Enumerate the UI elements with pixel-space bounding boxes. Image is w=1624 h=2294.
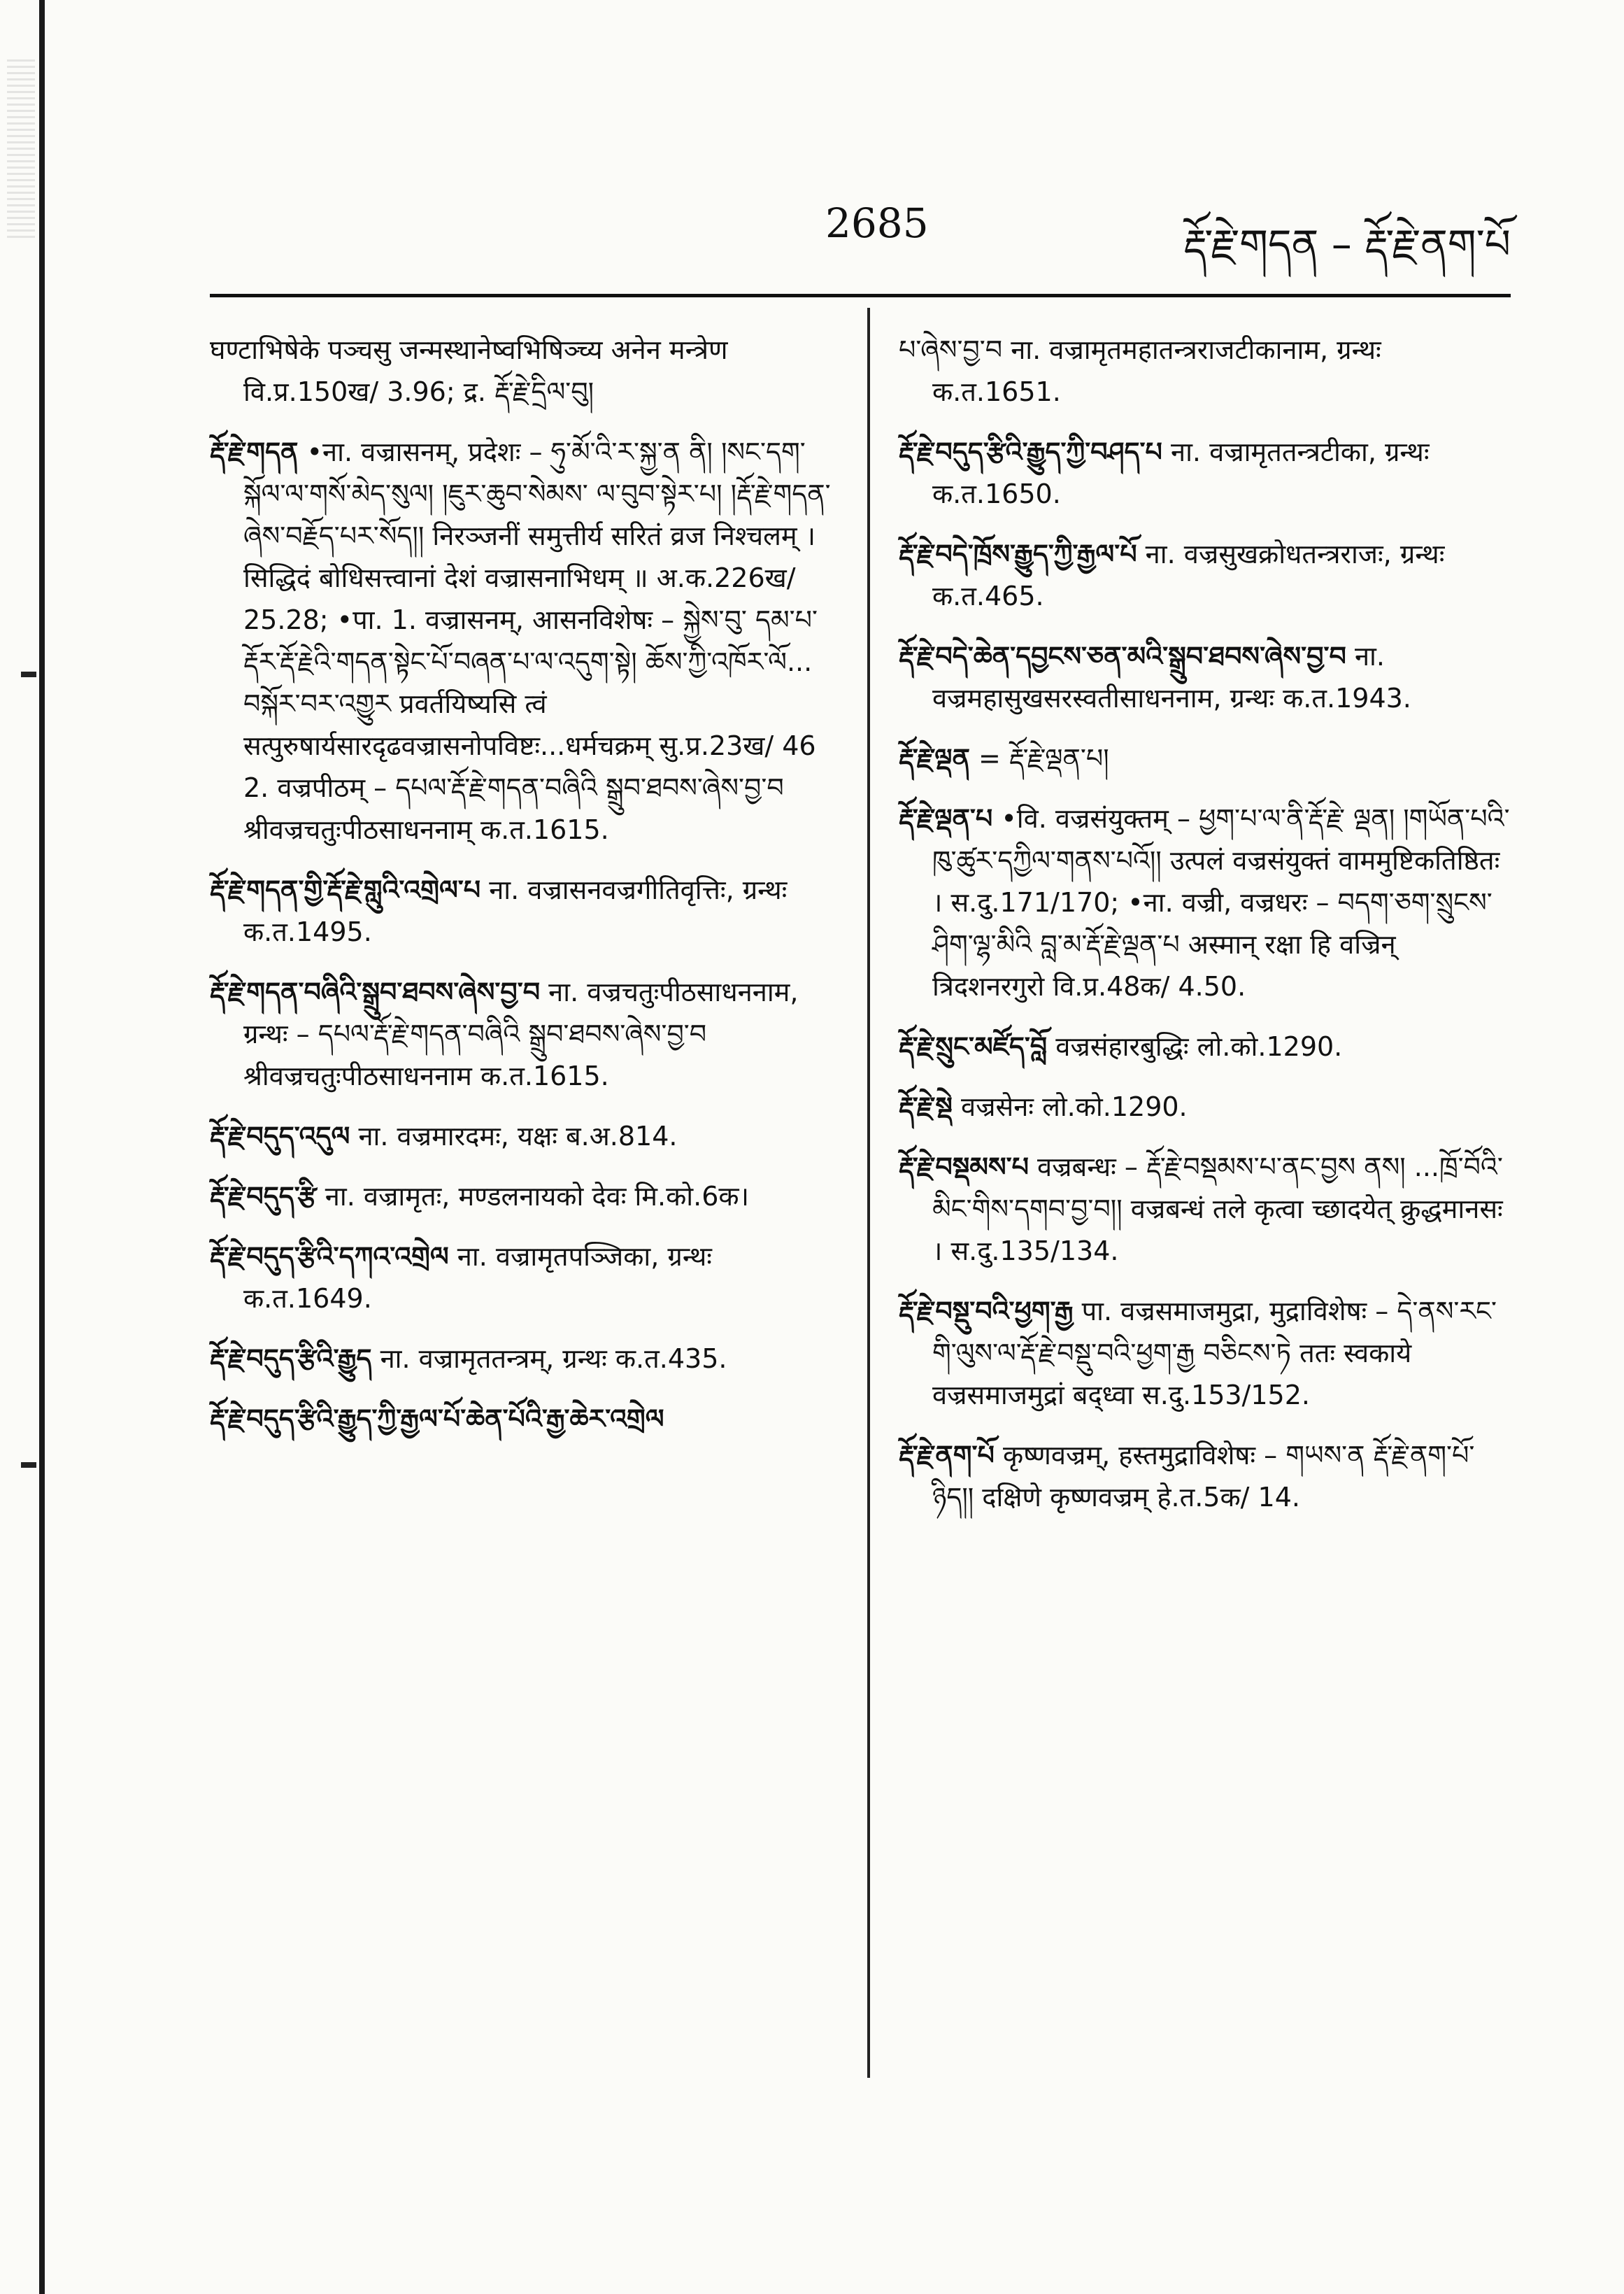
entry-headword: རྡོ་རྗེ་གདན (210, 437, 299, 467)
column-divider (867, 308, 870, 2078)
scan-speckle (7, 56, 35, 238)
dictionary-entry (899, 1086, 1511, 1128)
entry-headword: རྡོ་རྗེ་བདུད་རྩིའི་དཀའ་འགྲེལ (210, 1241, 449, 1272)
running-head: རྡོ་རྗེ་གདན – རྡོ་རྗེ་ནག་པོ (1183, 220, 1511, 268)
entry-headword: རྡོ་རྗེ་ལྡན (899, 743, 970, 774)
entry-text: ना. वज्रामृततन्त्रटीका, ग्रन्थः क.त.1650. (932, 437, 1430, 509)
entry-headword: རྡོ་རྗེ་བདེ་ཁྲོས་རྒྱུད་ཀྱི་རྒྱལ་པོ (899, 539, 1137, 569)
entry-text: कृष्णवज्रम्, हस्तमुद्राविशेषः – གཡས་ན རྡོ་རྗེ་ནག་པོ་ཉིད།། दक्षिणे कृष्णवज्रम् हे.त.5क/ 14. (932, 1440, 1475, 1513)
entry-text: पा. वज्रसमाजमुद्रा, मुद्राविशेषः – དེ་ནས་རང་གི་ལུས་ལ་རྡོ་རྗེ་བསྡུ་བའི་ཕྱག་རྒྱ བཅིངས་ཏེ ततः स्वकाये वज्रसमाजमुद्रां बद्ध्वा स.दु.153/152. (932, 1296, 1497, 1410)
entry-headword: རྡོ་རྗེ་བདུད་འདུལ (210, 1121, 350, 1152)
dictionary-entry (210, 1235, 843, 1319)
dictionary-entry (899, 329, 1511, 413)
header-rule (210, 294, 1511, 297)
entry-text: ना. वज्रामृतपञ्जिका, ग्रन्थः क.त.1649. (243, 1241, 712, 1314)
binding-mark (21, 672, 36, 677)
entry-text: ना. वज्रामृततन्त्रम्, ग्रन्थः क.त.435. (380, 1343, 727, 1374)
entry-headword: རྡོ་རྗེ་བདུད་རྩིའི་རྒྱུད་ཀྱི་བཤད་པ (899, 437, 1162, 467)
entry-headword: རྡོ་རྗེ་ནག་པོ (899, 1440, 995, 1471)
entry-headword: རྡོ་རྗེ་གདན་བཞིའི་སྒྲུབ་ཐབས་ཞེས་བྱ་བ (210, 977, 541, 1007)
entry-text: ना. वज्रमारदमः, यक्षः ब.अ.814. (358, 1121, 678, 1152)
entry-text: घण्टाभिषेके पञ्चसु जन्मस्थानेष्वभिषिञ्च्य अनेन मन्त्रेण वि.प्र.150ख/ 3.96; द्र. རྡོ་རྗེ་དྲིལ་བུ། (210, 334, 728, 407)
dictionary-entry (899, 635, 1511, 719)
dictionary-entry (210, 1338, 843, 1380)
dictionary-entry (899, 1026, 1511, 1068)
dictionary-entry (899, 1290, 1511, 1416)
entry-headword: རྡོ་རྗེ་གདན་གྱི་རྡོ་རྗེ་གླུའི་འགྲེལ་པ (210, 875, 481, 905)
entry-text: ना. वज्रामृतः, मण्डलनायको देवः मि.को.6क। (325, 1181, 749, 1212)
page-number: 2685 (825, 199, 929, 247)
entry-headword: རྡོ་རྗེ་བདེ་ཆེན་དབྱངས་ཅན་མའི་སྒྲུབ་ཐབས་ཞེས་བྱ་བ (899, 641, 1346, 672)
entry-headword: རྡོ་རྗེ་བསྡུ་བའི་ཕྱག་རྒྱ (899, 1296, 1074, 1326)
dictionary-entry (899, 431, 1511, 515)
dictionary-entry (210, 431, 843, 851)
dictionary-entry (899, 798, 1511, 1007)
entry-headword: རྡོ་རྗེ་སྲུང་མཛོད་བློ (899, 1031, 1048, 1062)
dictionary-entry (210, 1398, 843, 1440)
right-column (899, 329, 1511, 1536)
entry-text: ना. वज्रमहासुखसरस्वतीसाधननाम, ग्रन्थः क.त.1943. (932, 641, 1411, 714)
entry-text: वज्रबन्धः – རྡོ་རྗེ་བསྡམས་པ་ནང་བྱས ནས། ...ཁྲོ་བོའི་མིང་གིས་དགབ་བྱ་བ།། वज्रबन्धं तले कृत्वा च्छादयेत् क्रुद्धमानसः । स.दु.135/134. (932, 1152, 1503, 1266)
entry-text: ना. वज्रचतुःपीठसाधननाम, ग्रन्थः – དཔལ་རྡོ་རྗེ་གདན་བཞིའི སྒྲུབ་ཐབས་ཞེས་བྱ་བ श्रीवज्रचतुःपीठसाधननाम क.त.1615. (243, 977, 799, 1091)
dictionary-entry (899, 737, 1511, 779)
dictionary-entry (210, 1115, 843, 1157)
entry-headword: རྡོ་རྗེ་བདུད་རྩིའི་རྒྱུད་ཀྱི་རྒྱལ་པོ་ཆེན་པོའི་རྒྱ་ཆེར་འགྲེལ (210, 1403, 664, 1434)
entry-headword: རྡོ་རྗེ་བསྡམས་པ (899, 1152, 1029, 1182)
left-column (210, 329, 843, 1458)
entry-text: वज्रसेनः लो.को.1290. (961, 1091, 1188, 1122)
entry-text: པ་ཞེས་བྱ་བ ना. वज्रामृतमहातन्त्रराजटीकानाम, ग्रन्थः क.त.1651. (899, 334, 1381, 407)
dictionary-entry (899, 533, 1511, 617)
dictionary-entry (210, 869, 843, 953)
entry-text: •वि. वज्रसंयुक्तम् – ཕྱག་པ་ལ་ནི་རྡོ་རྗེ་ ལྡན། །གཡོན་པའི་ཁུ་ཚུར་དཀྱིལ་གནས་པའོ།། उत्पलं वज्रसंयुक्तं वाममुष्टिकतिष्ठितः । स.दु.171/170; •ना. वज्री, वज्रधरः – བདག་ཅག་སྲུངས་ཤིག་ལྷ་མིའི བླ་མ་རྡོ་རྗེ་ལྡན་པ अस्मान् रक्षा हि वज्रिन् त्रिदशनरगुरो वि.प्र.48क/ 4.50. (932, 803, 1510, 1002)
dictionary-entry (210, 971, 843, 1097)
page-header (210, 199, 1511, 283)
entry-text: ना. वज्रासनवज्रगीतिवृत्तिः, ग्रन्थः क.त.1495. (243, 875, 788, 947)
entry-headword: རྡོ་རྗེ་སྡེ (899, 1091, 953, 1122)
dictionary-entry (899, 1146, 1511, 1272)
entry-text: •ना. वज्रासनम्, प्रदेशः – ཧུ་མོ་འི་ར་སྐྱ་ན ནི། །སང་དག་སྐོལ་ལ་གསོ་མེད་སུལ། །ཇུར་ཆུབ་སེམས་ ལ་བུབ་སྟེར་པ། །རྡོ་རྗེ་གདན་ཞེས་བརྗོད་པར་སོད།། निरञ्जनीं समुत्तीर्य सरितं व्रज निश्चलम् । सिद्धिदं बोधिसत्त्वानां देशं वज्रासनाभिधम् ॥ अ.क.226ख/ 25.28; •पा. 1. वज्रासनम्, आसनविशेषः – སྐྱེས་བུ་ དམ་པ་རྡོར་རྡོ་རྗེའི་གདན་སྟེང་པོ་བཞན་པ་ལ་འདུག་སྟེ། ཆོས་ཀྱི་འཁོར་ལོ... བསྐོར་བར་འགྱུར प्रवर्तयिष्यसि त्वं सत्पुरुषार्यसारदृढवज्रासनोपविष्टः...धर्मचक्रम् सु.प्र.23ख/ 46 2. वज्रपीठम् – དཔལ་རྡོ་རྗེ་གདན་བཞིའི སྒྲུབ་ཐབས་ཞེས་བྱ་བ श्रीवज्रचतुःपीठसाधननाम् क.त.1615. (243, 437, 831, 845)
entry-text: = རྡོ་རྗེ་ལྡན་པ། (978, 743, 1109, 774)
binding-edge (39, 0, 45, 2294)
entry-headword: རྡོ་རྗེ་ལྡན་པ (899, 803, 993, 834)
binding-mark (21, 1462, 36, 1468)
entry-headword: རྡོ་རྗེ་བདུད་རྩི (210, 1181, 317, 1212)
dictionary-entry (210, 329, 843, 413)
dictionary-entry (210, 1175, 843, 1217)
entry-text: ना. वज्रसुखक्रोधतन्त्रराजः, ग्रन्थः क.त.465. (932, 539, 1445, 611)
entry-headword: རྡོ་རྗེ་བདུད་རྩིའི་རྒྱུད (210, 1343, 372, 1374)
entry-text: वज्रसंहारबुद्धिः लो.को.1290. (1055, 1031, 1343, 1062)
dictionary-entry (899, 1434, 1511, 1518)
